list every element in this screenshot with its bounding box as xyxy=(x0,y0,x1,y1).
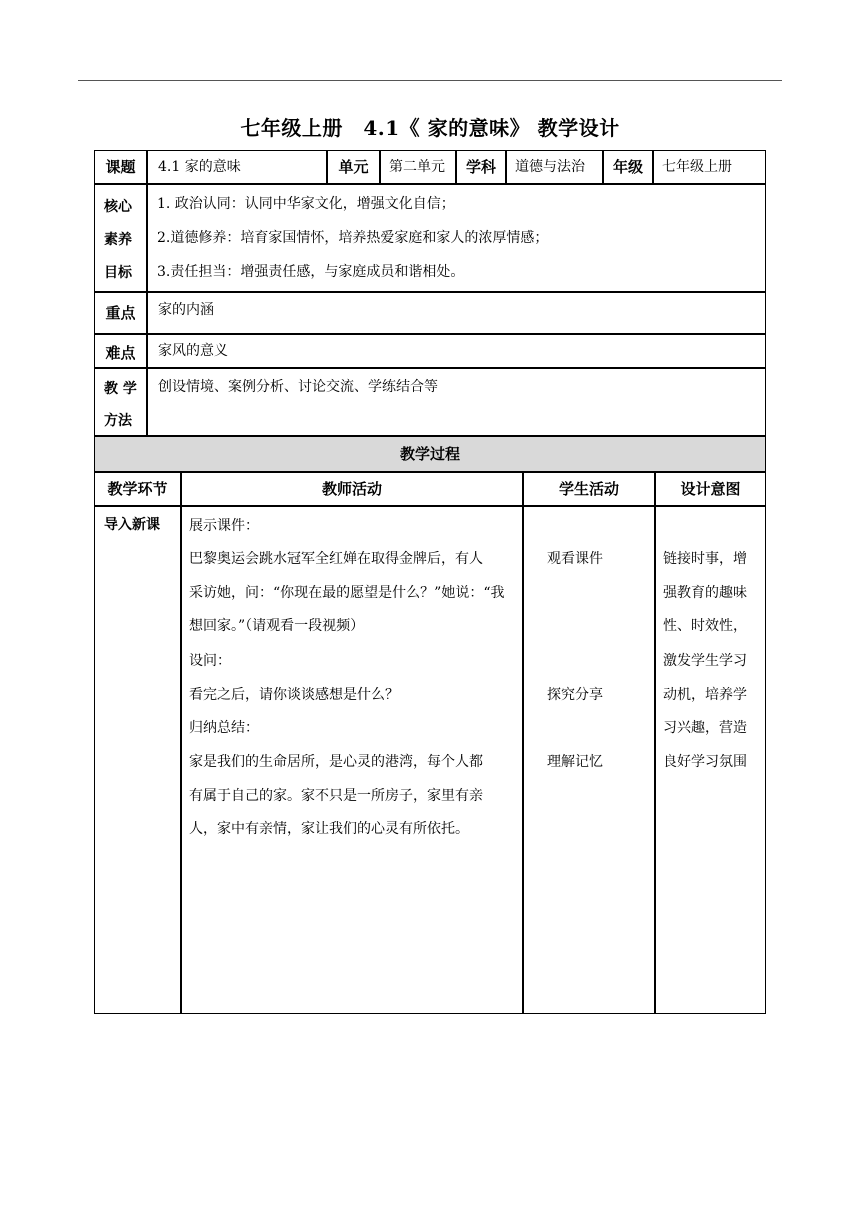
unit-label: 单元 xyxy=(327,150,380,184)
difficulty-label: 难点 xyxy=(94,334,147,368)
teacher-line: 归纳总结： xyxy=(189,720,259,736)
teacher-line: 巴黎奥运会跳水冠军全红婵在取得金牌后，有人 xyxy=(189,551,483,567)
core-item-1: 1. 政治认同：认同中华家文化，增强文化自信； xyxy=(157,196,455,212)
intent-line: 动机，培养学 xyxy=(663,687,747,703)
document-title: 七年级上册 4.1《 家的意味》 教学设计 xyxy=(240,116,620,140)
method-label-2: 方法 xyxy=(104,413,132,429)
intent-line: 习兴趣，营造 xyxy=(663,720,747,736)
grade-value: 七年级上册 xyxy=(653,150,766,184)
student-activity: 理解记忆 xyxy=(547,754,603,770)
grade-label: 年级 xyxy=(603,150,653,184)
col-student: 学生活动 xyxy=(523,472,655,506)
key-point-label: 重点 xyxy=(94,292,147,334)
intent-line: 良好学习氛围 xyxy=(663,754,747,770)
teacher-line: 展示课件： xyxy=(189,518,259,534)
teacher-line: 采访她，问：“你现在最的愿望是什么？”她说：“我 xyxy=(189,585,505,601)
core-label-1: 核心 xyxy=(104,199,132,215)
keti-value: 4.1 家的意味 xyxy=(147,150,327,184)
core-label-3: 目标 xyxy=(104,265,132,281)
col-intent: 设计意图 xyxy=(655,472,766,506)
intent-line: 性、时效性， xyxy=(663,618,747,634)
process-header: 教学过程 xyxy=(94,436,766,472)
teacher-line: 家是我们的生命居所，是心灵的港湾，每个人都 xyxy=(189,754,483,770)
teacher-line: 有属于自己的家。家不只是一所房子，家里有亲 xyxy=(189,788,483,804)
teacher-line: 看完之后，请你谈谈感想是什么？ xyxy=(189,687,399,703)
teacher-line: 想回家。”（请观看一段视频） xyxy=(189,618,365,634)
intent-line: 激发学生学习 xyxy=(663,653,747,669)
header-rule xyxy=(78,80,782,81)
difficulty-value: 家风的意义 xyxy=(147,334,766,368)
intent-line: 链接时事，增 xyxy=(663,551,747,567)
subject-value: 道德与法治 xyxy=(506,150,603,184)
core-label-2: 素养 xyxy=(104,232,132,248)
col-stage: 教学环节 xyxy=(94,472,181,506)
method-value: 创设情境、案例分析、讨论交流、学练结合等 xyxy=(147,368,766,436)
intent-line: 强教育的趣味 xyxy=(663,585,747,601)
col-teacher: 教师活动 xyxy=(181,472,523,506)
teacher-line: 人，家中有亲情，家让我们的心灵有所依托。 xyxy=(189,821,469,837)
core-item-2: 2.道德修养：培育家国情怀，培养热爱家庭和家人的浓厚情感； xyxy=(157,230,549,246)
stage-cell xyxy=(94,506,181,1014)
unit-value: 第二单元 xyxy=(380,150,456,184)
keti-label: 课题 xyxy=(94,150,147,184)
key-point-value: 家的内涵 xyxy=(147,292,766,334)
method-label-1: 教 学 xyxy=(104,381,137,397)
teacher-line: 设问： xyxy=(189,653,231,669)
stage-value: 导入新课 xyxy=(104,517,160,533)
student-activity: 观看课件 xyxy=(547,551,603,567)
subject-label: 学科 xyxy=(456,150,506,184)
core-item-3: 3.责任担当：增强责任感，与家庭成员和谐相处。 xyxy=(157,264,465,280)
student-activity: 探究分享 xyxy=(547,687,603,703)
